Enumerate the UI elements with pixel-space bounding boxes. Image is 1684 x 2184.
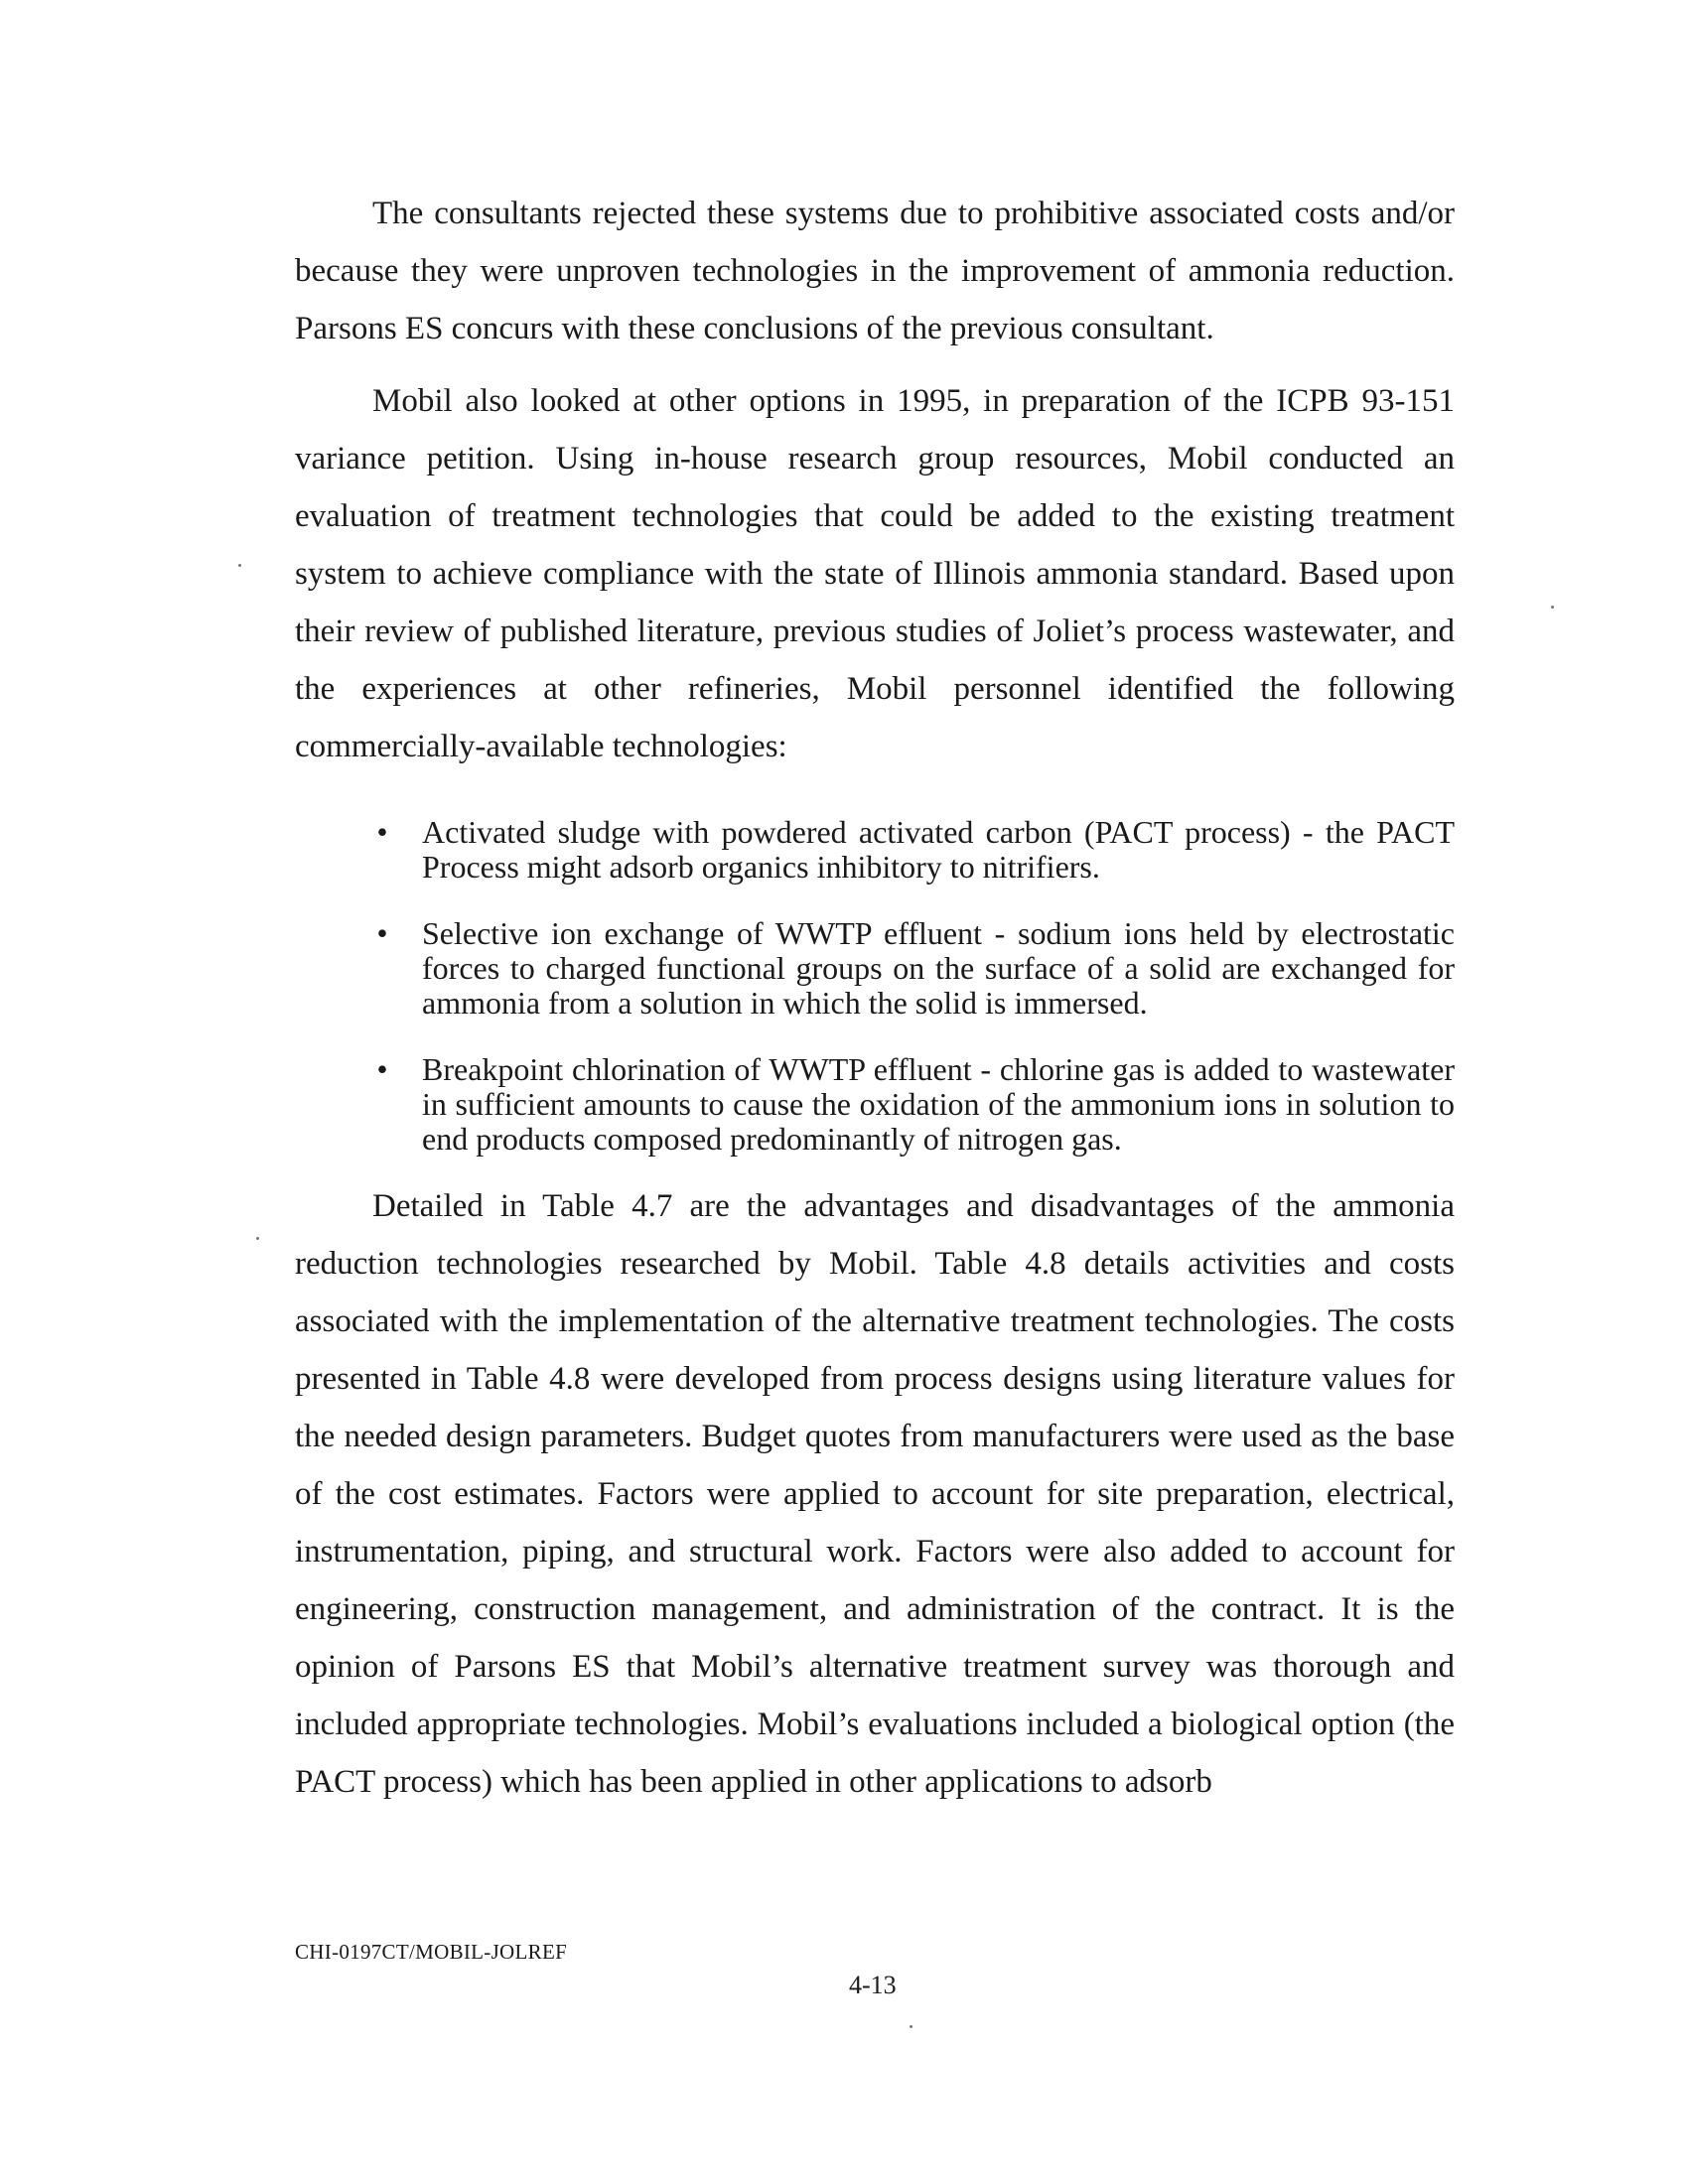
bullet-icon: •: [376, 915, 388, 951]
technology-bullet-list: [295, 815, 1455, 1188]
scan-speck: [910, 2025, 912, 2028]
scan-speck: [256, 1237, 259, 1240]
page-number: 4-13: [849, 1971, 897, 1999]
bullet-icon: •: [376, 814, 388, 850]
footer-document-ref: CHI-0197CT/MOBIL-JOLREF: [295, 1940, 568, 1964]
bullet-item-pact: [295, 815, 1455, 885]
paragraph-mobil-options-1995: Mobil also looked at other options in 1995, in preparation of the ICPB 93-151 variance petition. Using in-house research group resources, Mobil conducted an evaluation of treatment technologies that could be added to the existing treatment system to achieve compliance with the state of Illinois ammonia standard. Based upon their review of published literature, previous studies of Joliet’s process wastewater, and the experiences at other refineries, Mobil personnel identified the following commercially-available technologies:: [295, 383, 1455, 764]
bullet-item-ion-exchange: [295, 916, 1455, 1021]
bullet-text: Breakpoint chlorination of WWTP effluent - chlorine gas is added to wastewater in sufficient amounts to cause the oxidation of the ammonium ions in solution to end products composed predominantly of nitrogen gas.: [422, 1051, 1455, 1157]
bullet-icon: •: [376, 1051, 388, 1087]
bullet-text: Selective ion exchange of WWTP effluent - sodium ions held by electrostatic forces to charged functional groups on the surface of a solid are exchanged for ammonia from a solution in which the solid is immersed.: [422, 915, 1455, 1021]
scan-speck: [238, 564, 241, 567]
bullet-item-chlorination: [295, 1052, 1455, 1157]
paragraph-table-details: Detailed in Table 4.7 are the advantages and disadvantages of the ammonia reduction technologies researched by Mobil. Table 4.8 details activities and costs associated with the implementation of the alternative treatment technologies. The costs presented in Table 4.8 were developed from process designs using literature values for the needed design parameters. Budget quotes from manufacturers were used as the base of the cost estimates. Factors were applied to account for site preparation, electrical, instrumentation, piping, and structural work. Factors were also added to account for engineering, construction management, and administration of the contract. It is the opinion of Parsons ES that Mobil’s alternative treatment survey was thorough and included appropriate technologies. Mobil’s evaluations included a biological option (the PACT process) which has been applied in other applications to adsorb: [295, 1188, 1455, 1800]
bullet-text: Activated sludge with powdered activated carbon (PACT process) - the PACT Process might adsorb organics inhibitory to nitrifiers.: [422, 814, 1455, 885]
paragraph-consultants-rejected: The consultants rejected these systems due to prohibitive associated costs and/or because they were unproven technologies in the improvement of ammonia reduction. Parsons ES concurs with these conclusions of the previous consultant.: [295, 196, 1455, 346]
scan-speck: [1551, 606, 1554, 609]
